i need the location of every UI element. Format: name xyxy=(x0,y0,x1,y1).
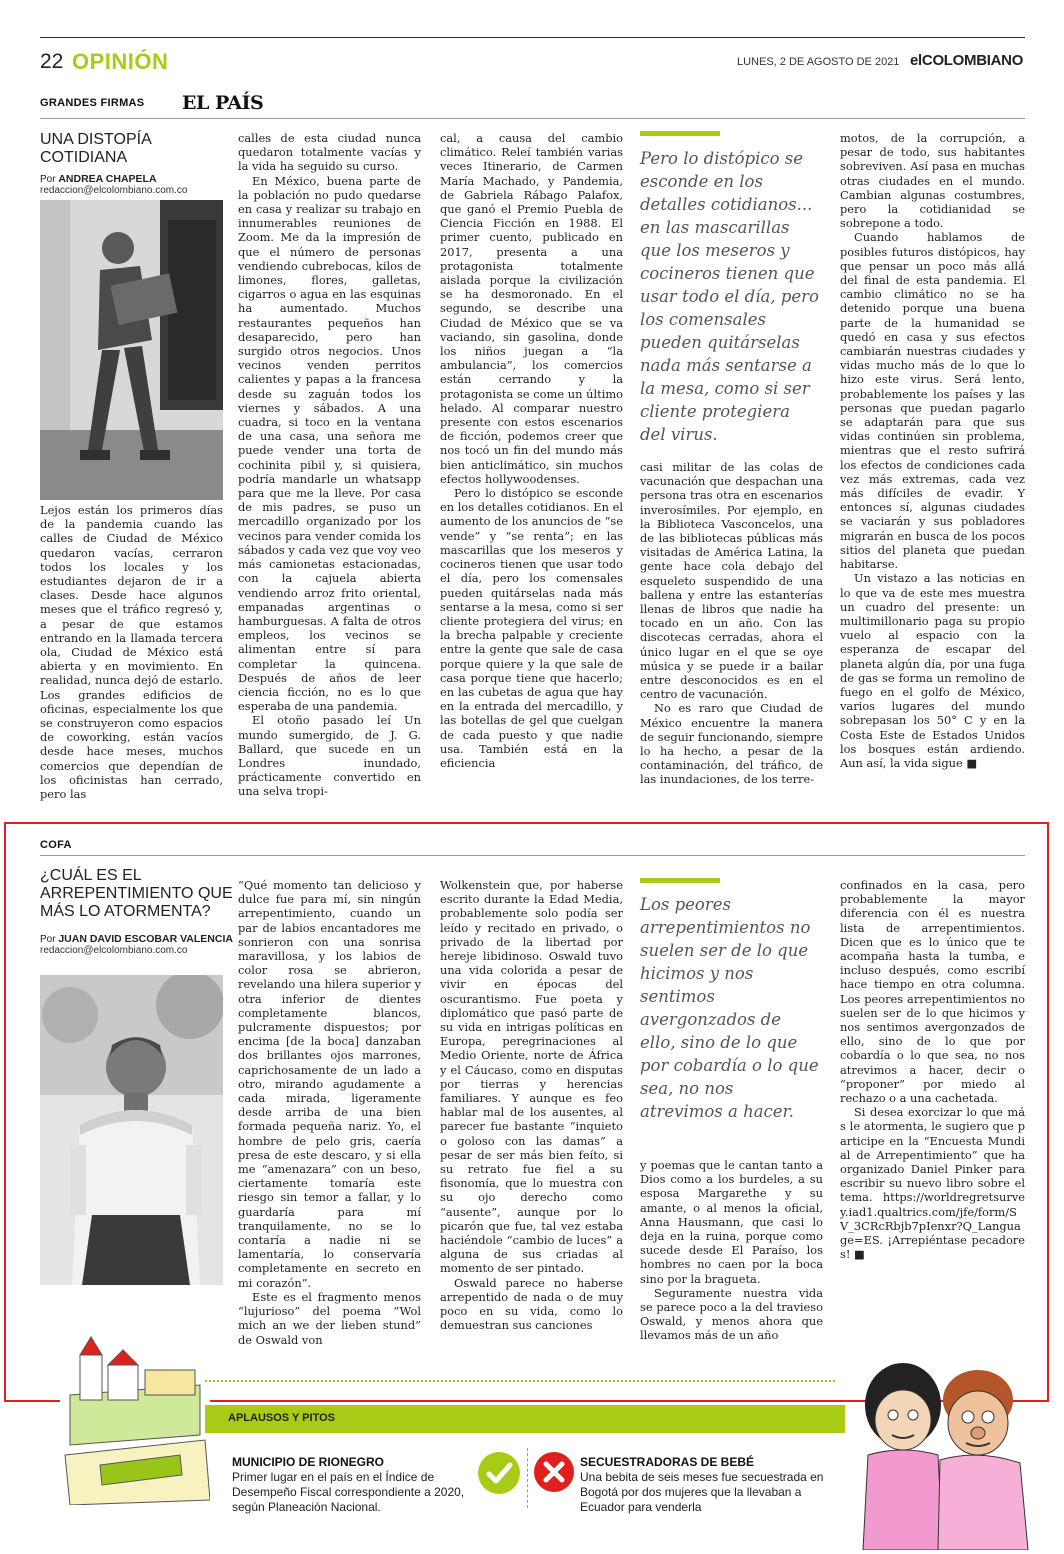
article1-byline: Por ANDREA CHAPELA xyxy=(40,173,157,185)
article1-kicker: GRANDES FIRMAS xyxy=(40,97,145,109)
applause-title: MUNICIPIO DE RIONEGRO xyxy=(232,1455,385,1469)
article2-byline: Por JUAN DAVID ESCOBAR VALENCIA xyxy=(40,933,233,945)
article1-column-2: calles de esta ciudad nunca quedaron totalmente vacías y la vida ha seguido su curso. En México, buena parte de la población no pudo quedarse en casa y realizar su trabajo en innumerables reuniones de Zoom. Me da la impresión de que el número de personas vendiendo cubrebocas, kilos de limones, flores, galletas, cigarros o agua en las esquinas ha aumentado. Muchos restaurantes pequeños han desaparecido, pero han surgido otros negocios. Unos vecinos venden perritos calientes y papas a la francesa desde su zaguán todos los viernes y sábados. A una cuadra, si toco en la ventana de una casa, una señora me puede vender una torta de cochinita pibil y, si quisiera, podría mandarle un whatsapp para que me la lleve. Por casa de mis padres, se puso un mercadillo organizado por los vecinos para vender comida los sábados y cada vez que voy veo más camionetas estacionadas, con la cajuela abierta vendiendo arroz frito oriental, empanadas argentinas o hamburguesas. A falta de otros empleos, los vecinos se alimentan entre sí para completar la quincena. Después de años de leer ciencia ficción, no es lo que esperaba de una pandemia. El otoño pasado leí Un mundo sumergido, de J. G. Ballard, que sucede en un Londres inundado, prácticamente convertido en una selva tropi- xyxy=(238,131,421,799)
page-number: 22 xyxy=(40,50,64,73)
statue-photo xyxy=(40,200,223,500)
article1-title: UNA DISTOPÍA COTIDIANA xyxy=(40,131,152,166)
dotted-divider xyxy=(205,1380,835,1382)
article1-pull-quote: Pero lo distópico se esconde en los detalles cotidianos... en las mascarillas que los meseros y cocineros tienen que usar todo el día, pero los comensales pueden quitárselas nada más sentarse a la mesa, como si ser cliente protegiera del virus. xyxy=(640,149,819,444)
article2-column-2: “Qué momento tan delicioso y dulce fue para mí, sin ningún arrepentimiento, cuando un par de labios encantadores me sonrieron con una sonrisa maravillosa, y los labios de color rosa se abrieron, revelando una hilera superior y otra inferior de dientes completamente blancos, pulcramente dispuestos; por encima [de la boca] danzaban dos brillantes ojos marrones, caprichosamente de un lado a otro, mirando agudamente a cada mirada, ligeramente desde arriba de una bien formada pequeña nariz. Yo, el hombre de pelo gris, caería presa de este descaro, y si ella me “amenazara” con un beso, ciertamente tomaría este riesgo sin temor a fallar, y lo guardaría para mí tranquilamente, no se lo contaría a nadie ni se lamentaría, lo conservaría completamente en secreto en mi corazón”. Este es el fragmento menos “lujurioso” del poema “Wol mich an we der lieben stund” de Oswald von xyxy=(238,878,421,1347)
author-photo xyxy=(40,975,223,1285)
article1-rule xyxy=(40,118,1025,119)
article2-rule xyxy=(40,855,1025,856)
applause-text: Primer lugar en el país en el Índice de Desempeño Fiscal correspondiente a 2020, según Planeación Nacional. xyxy=(232,1470,465,1514)
article2-title: ¿CUÁL ES EL ARREPENTIMIENTO QUE MÁS LO ATORMENTA? xyxy=(40,867,233,920)
statue-illustration xyxy=(40,200,223,500)
article1-column-1: Lejos están los primeros días de la pandemia cuando las calles de Ciudad de México quedaron vacías, cerraron todos los locales y los estudiantes dejaron de ir a clases. Desde hace algunos meses que el tráfico regresó y, a pesar de que estamos entrando en la llamada tercera ola, Ciudad de México está abierta y en movimiento. En realidad, nunca dejó de estarlo. Los grandes edificios de oficinas, especialmente los que se construyeron como espacios de coworking, están vacíos desde hace meses, muchos comercios que dependían de los oficinistas han cerrado, pero las xyxy=(40,503,223,802)
article2-column-4: y poemas que le cantan tanto a Dios como a los burdeles, a su esposa Margarethe y su amante, o al menos la oficial, Anna Hausmann, que casi lo deja en la ruina, porque como sucede desde El Paraíso, los hombres no caen por la boca sino por la bragueta. Seguramente nuestra vida se parece poco a la del travieso Oswald, y menos ahora que llevamos más de un año xyxy=(640,1158,823,1343)
boo-text: Una bebita de seis meses fue secuestrada en Bogotá por dos mujeres que la llevaban a Ecuador para venderla xyxy=(580,1470,824,1514)
article1-email: redaccion@elcolombiano.com.co xyxy=(40,185,188,196)
top-rule xyxy=(40,37,1025,38)
author-portrait xyxy=(40,975,223,1285)
quote1-accent-bar xyxy=(640,131,720,136)
boo-title: SECUESTRADORAS DE BEBÉ xyxy=(580,1455,755,1469)
article1-column-3: cal, a causa del cambio climático. Releí también varias veces Itinerario, de Carmen María Machado, y Pandemia, de Gabriela Rábago Palafox, que ganó el Premio Puebla de Ciencia Ficción en 1988. El primer cuento, publicado en 2017, presenta a una protagonista totalmente aislada porque la civilización se ha desmoronado. En el segundo, se describe una Ciudad de México que se va vaciando, sin gasolina, donde los niños juegan a “la ambulancia”, los comercios están cerrando y la protagonista se come un último helado. Al comparar nuestro presente con estos escenarios de ficción, podemos creer que nos tocó un fin del mundo más bien anticlimático, sin muchos efectos hollywoodenses. Pero lo distópico se esconde en los detalles cotidianos. En el aumento de los anuncios de “se vende” y “se renta”; en las mascarillas que los meseros y cocineros tienen que usar todo el día, pero los comensales pueden quitárselas nada más sentarse a la mesa, como si ser cliente protegiera del virus; en la brecha palpable y creciente entre la gente que sale de casa porque quiere y la que sale de casa porque tiene que hacerlo; en las cubetas de agua que hay en la entrada del mercadillo, y las botellas de gel que cuelgan de cada puesto y que nadie usa. También está en la eficiencia xyxy=(440,131,623,770)
footer-divider xyxy=(527,1448,528,1508)
date-line: LUNES, 2 DE AGOSTO DE 2021 xyxy=(737,56,900,68)
quote2-accent-bar xyxy=(640,878,720,883)
article1-column-5: motos, de la corrupción, a pesar de todo, sus habitantes sobreviven. Así pasa en muchas otras ciudades en el mundo. Cambian algunas costumbres, pero la cotidianidad se sobrepone a todo. Cuando hablamos de posibles futuros distópicos, hay que pensar un poco más allá del final de esta pandemia. El cambio climático no se ha detenido porque una buena parte de la humanidad se quedó en casa y sus efectos cambiarán nuestras ciudades y vidas mucho más de lo que lo hizo este virus. Será lento, probablemente los países y las personas que puedan pagarlo se adaptarán para que sus vidas continúen sin problema, mientras que el resto sufrirá los efectos de condiciones cada vez más extremas, cada vez más difíciles de evadir. Y entonces sí, algunas ciudades se vaciarán y sus pobladores migrarán en busca de los pocos sitios del planeta que puedan habitarse. Un vistazo a las noticias en lo que va de este mes muestra un cuadro del presente: un multimillonario paga su propio vuelo al espacio con la esperanza de escapar del planeta algún día, por una fuga de gas se forma un remolino de fuego en el golfo de México, varios lugares del mundo sobrepasan los 50° C y en la Costa Este de Estados Unidos los bosques están ardiendo. Aun así, la vida sigue ■ xyxy=(840,131,1025,770)
check-icon xyxy=(478,1452,520,1494)
town-illustration xyxy=(60,1325,210,1505)
article2-pull-quote: Los peores arrepentimientos no suelen ser de lo que hicimos y nos sentimos avergonzados de ello, sino de lo que por cobardía o lo que sea, no nos atrevimos a hacer. xyxy=(640,895,819,1121)
partner-logo: EL PAÍS xyxy=(182,92,264,114)
article2-kicker: COFA xyxy=(40,839,72,851)
aplausos-label: APLAUSOS Y PITOS xyxy=(228,1412,335,1424)
article2-email: redaccion@elcolombiano.com.co xyxy=(40,945,188,956)
article1-column-4: casi militar de las colas de vacunación que despachan una persona tras otra en escenarios inverosímiles. Por ejemplo, en la Biblioteca Vasconcelos, una de las bibliotecas públicas más visitadas de América Latina, la gente hace cola debajo del esqueleto suspendido de una ballena y entre las estanterías llenas de libros que nadie ha tocado en un año. Con las discotecas cerradas, ahora el único lugar en el que se oye música y se puede ir a bailar entre desconocidos es en el centro de vacunación. No es raro que Ciudad de México encuentre la manera de seguir funcionando, siempre lo ha hecho, a pesar de la contaminación, del tráfico, de las inundaciones, de los terre- xyxy=(640,460,823,787)
x-icon xyxy=(534,1452,574,1492)
brand-logo: elCOLOMBIANO xyxy=(910,52,1024,69)
cartoon-characters xyxy=(848,1345,1033,1550)
article2-column-3: Wolkenstein que, por haberse escrito durante la Edad Media, probablemente solo podía ser leído y recitado en privado, o privado de la libertad por hereje libidinoso. Oswald tuvo una vida colorida a pesar de vivir en épocas del oscurantismo. Fue poeta y diplomático que pasó parte de su vida en intrigas políticas en Europa, peregrinaciones al Medio Oriente, norte de África y el Cáucaso, como en disputas por tierras y herencias familiares. Y aunque es feo hablar mal de los ausentes, al parecer fue bastante “inquieto o goloso con las damas” a pesar de ser más bien feíto, si su retrato fue fiel a su fisonomía, que lo muestra con su ojo derecho como “ausente”, aunque por lo picarón que fue, tal vez estaba haciéndole “cambio de luces” a alguna de sus criadas al momento de ser pintado. Oswald parece no haberse arrepentido de nada o de muy poco en su vida, como lo demuestran sus canciones xyxy=(440,878,623,1333)
article2-column-5: confinados en la casa, pero probablemente la mayor diferencia con él es nuestra lista de arrepentimientos. Dicen que es lo único que te acompaña hasta la tumba, e incluso después, como escribí hace tiempo en otra columna. Los peores arrepentimientos no suelen ser de lo que hicimos y nos sentimos avergonzados de ello, sino de lo que por cobardía o lo que sea, no nos atrevimos a hacer, decir o “proponer” por miedo al rechazo o a una cachetada. Si desea exorcizar lo que más le atormenta, le sugiero que participe en la “Encuesta Mundial de Arrepentimiento” que ha organizado Daniel Pinker para escribir su nuevo libro sobre el tema. https://worldregretsurvey.iad1.qualtrics.com/jfe/form/SV_3CRcRbjb7pIenxr?Q_Language=ES. ¡Arrepiéntase pecadores! ■ xyxy=(840,878,1025,1262)
section-title: OPINIÓN xyxy=(72,49,169,74)
